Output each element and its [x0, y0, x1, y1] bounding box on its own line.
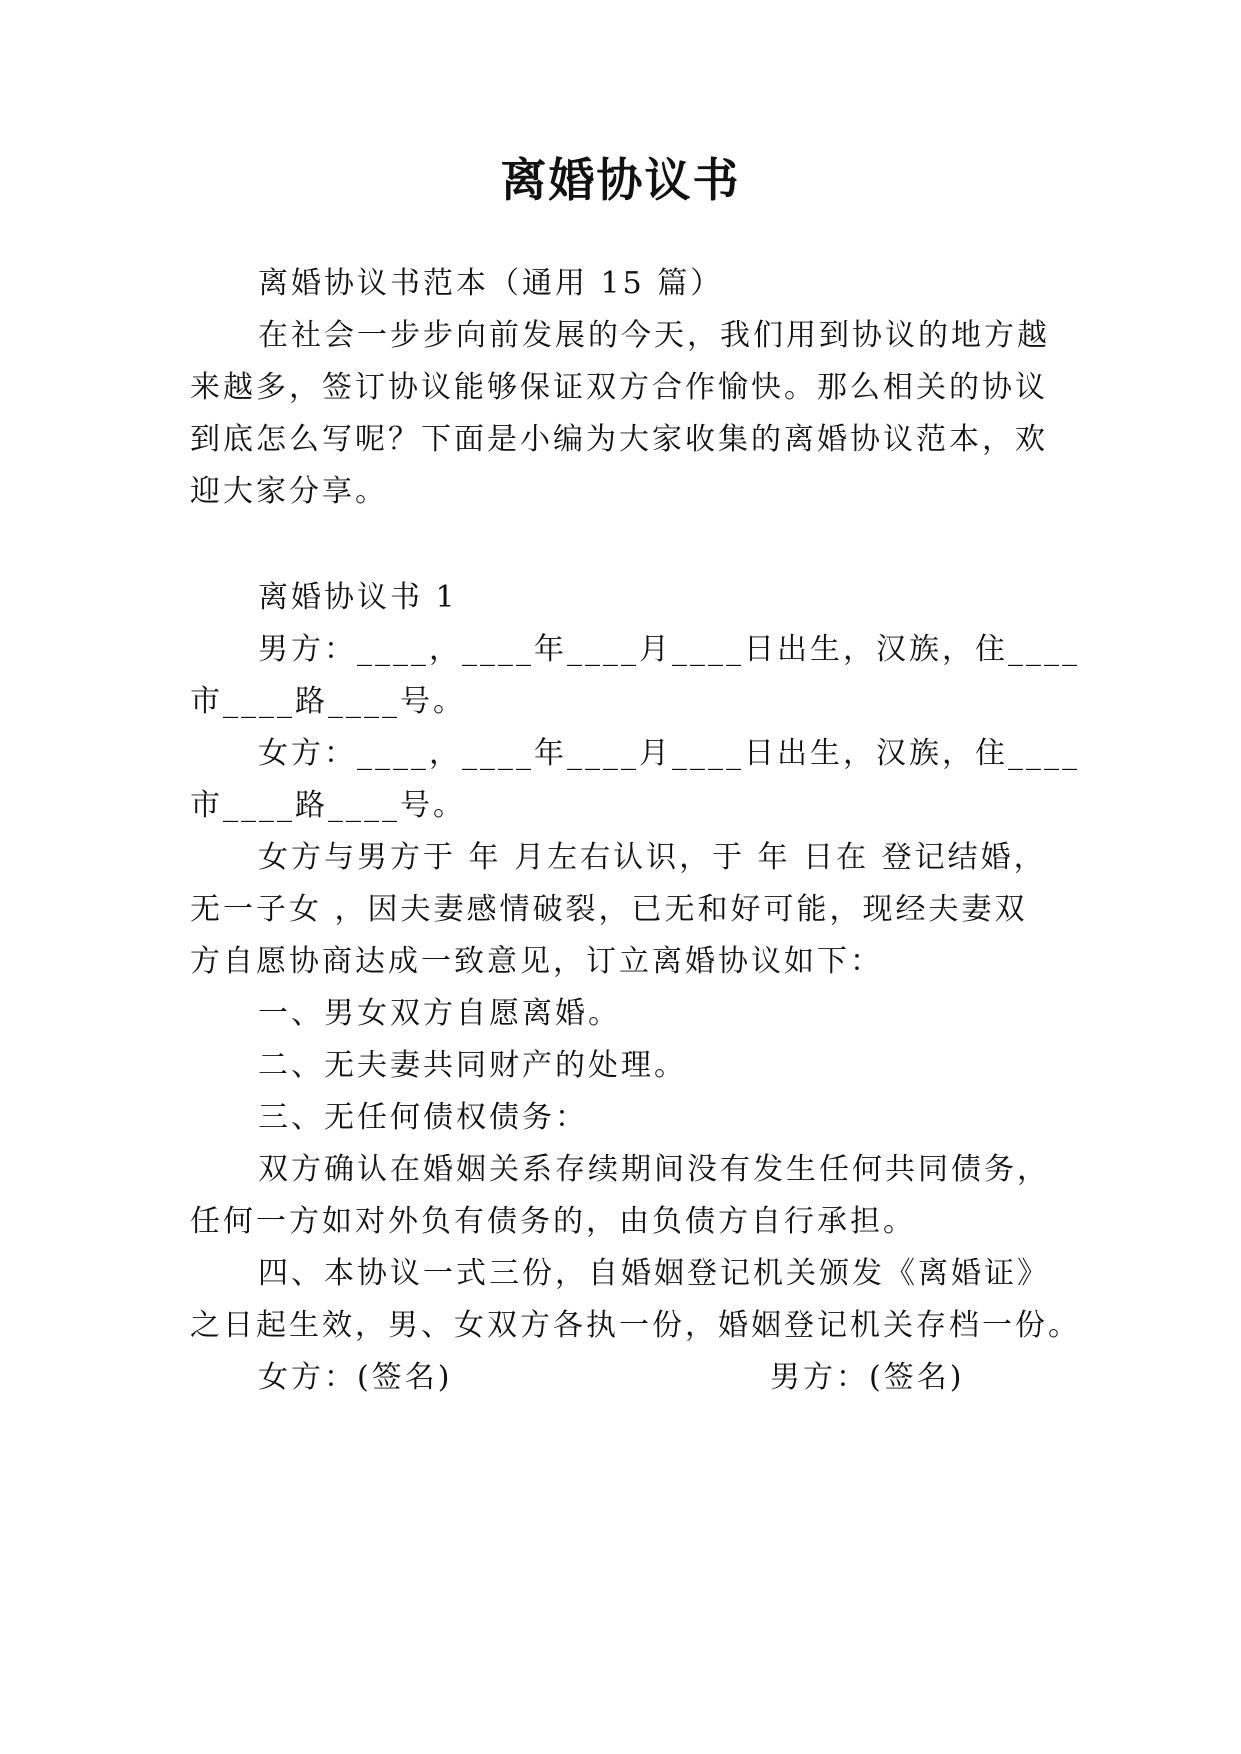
intro-line-1: 在社会一步步向前发展的今天，我们用到协议的地方越 — [258, 318, 1050, 353]
female-party-line-1: 女方：____，____年____月____日出生，汉族，住____ — [258, 736, 1080, 771]
clause-1: 一、男女双方自愿离婚。 — [258, 996, 621, 1031]
intro-line-2: 来越多，签订协议能够保证双方合作愉快。那么相关的协议 — [190, 370, 1048, 405]
male-party-line-2: 市____路____号。 — [190, 684, 466, 719]
background-line-3: 方自愿协商达成一致意见，订立离婚协议如下： — [190, 944, 883, 979]
intro-line-3: 到底怎么写呢？下面是小编为大家收集的离婚协议范本，欢 — [190, 422, 1048, 457]
background-line-1: 女方与男方于 年 月左右认识，于 年 日在 登记结婚， — [258, 840, 1047, 875]
clause-3: 三、无任何债权债务： — [258, 1100, 588, 1135]
subtitle: 离婚协议书范本（通用 15 篇） — [258, 266, 724, 301]
clause-3-detail-line-1: 双方确认在婚姻关系存续期间没有发生任何共同债务， — [258, 1152, 1050, 1187]
clause-2: 二、无夫妻共同财产的处理。 — [258, 1048, 687, 1083]
clause-3-detail-line-2: 任何一方如对外负有债务的，由负债方自行承担。 — [190, 1204, 916, 1239]
female-party-line-2: 市____路____号。 — [190, 788, 466, 823]
document-title: 离婚协议书 — [500, 153, 741, 207]
clause-4-line-1: 四、本协议一式三份，自婚姻登记机关颁发《离婚证》 — [258, 1256, 1050, 1291]
intro-line-4: 迎大家分享。 — [190, 474, 388, 509]
signature-male: 男方：(签名) — [770, 1360, 965, 1395]
clause-4-line-2: 之日起生效，男、女双方各执一份，婚姻登记机关存档一份。 — [190, 1308, 1081, 1343]
section-heading: 离婚协议书 1 — [258, 580, 458, 615]
background-line-2: 无一子女 ，因夫妻感情破裂，已无和好可能，现经夫妻双 — [190, 892, 1028, 927]
male-party-line-1: 男方：____，____年____月____日出生，汉族，住____ — [258, 632, 1080, 667]
signature-female: 女方：(签名) — [258, 1360, 453, 1395]
